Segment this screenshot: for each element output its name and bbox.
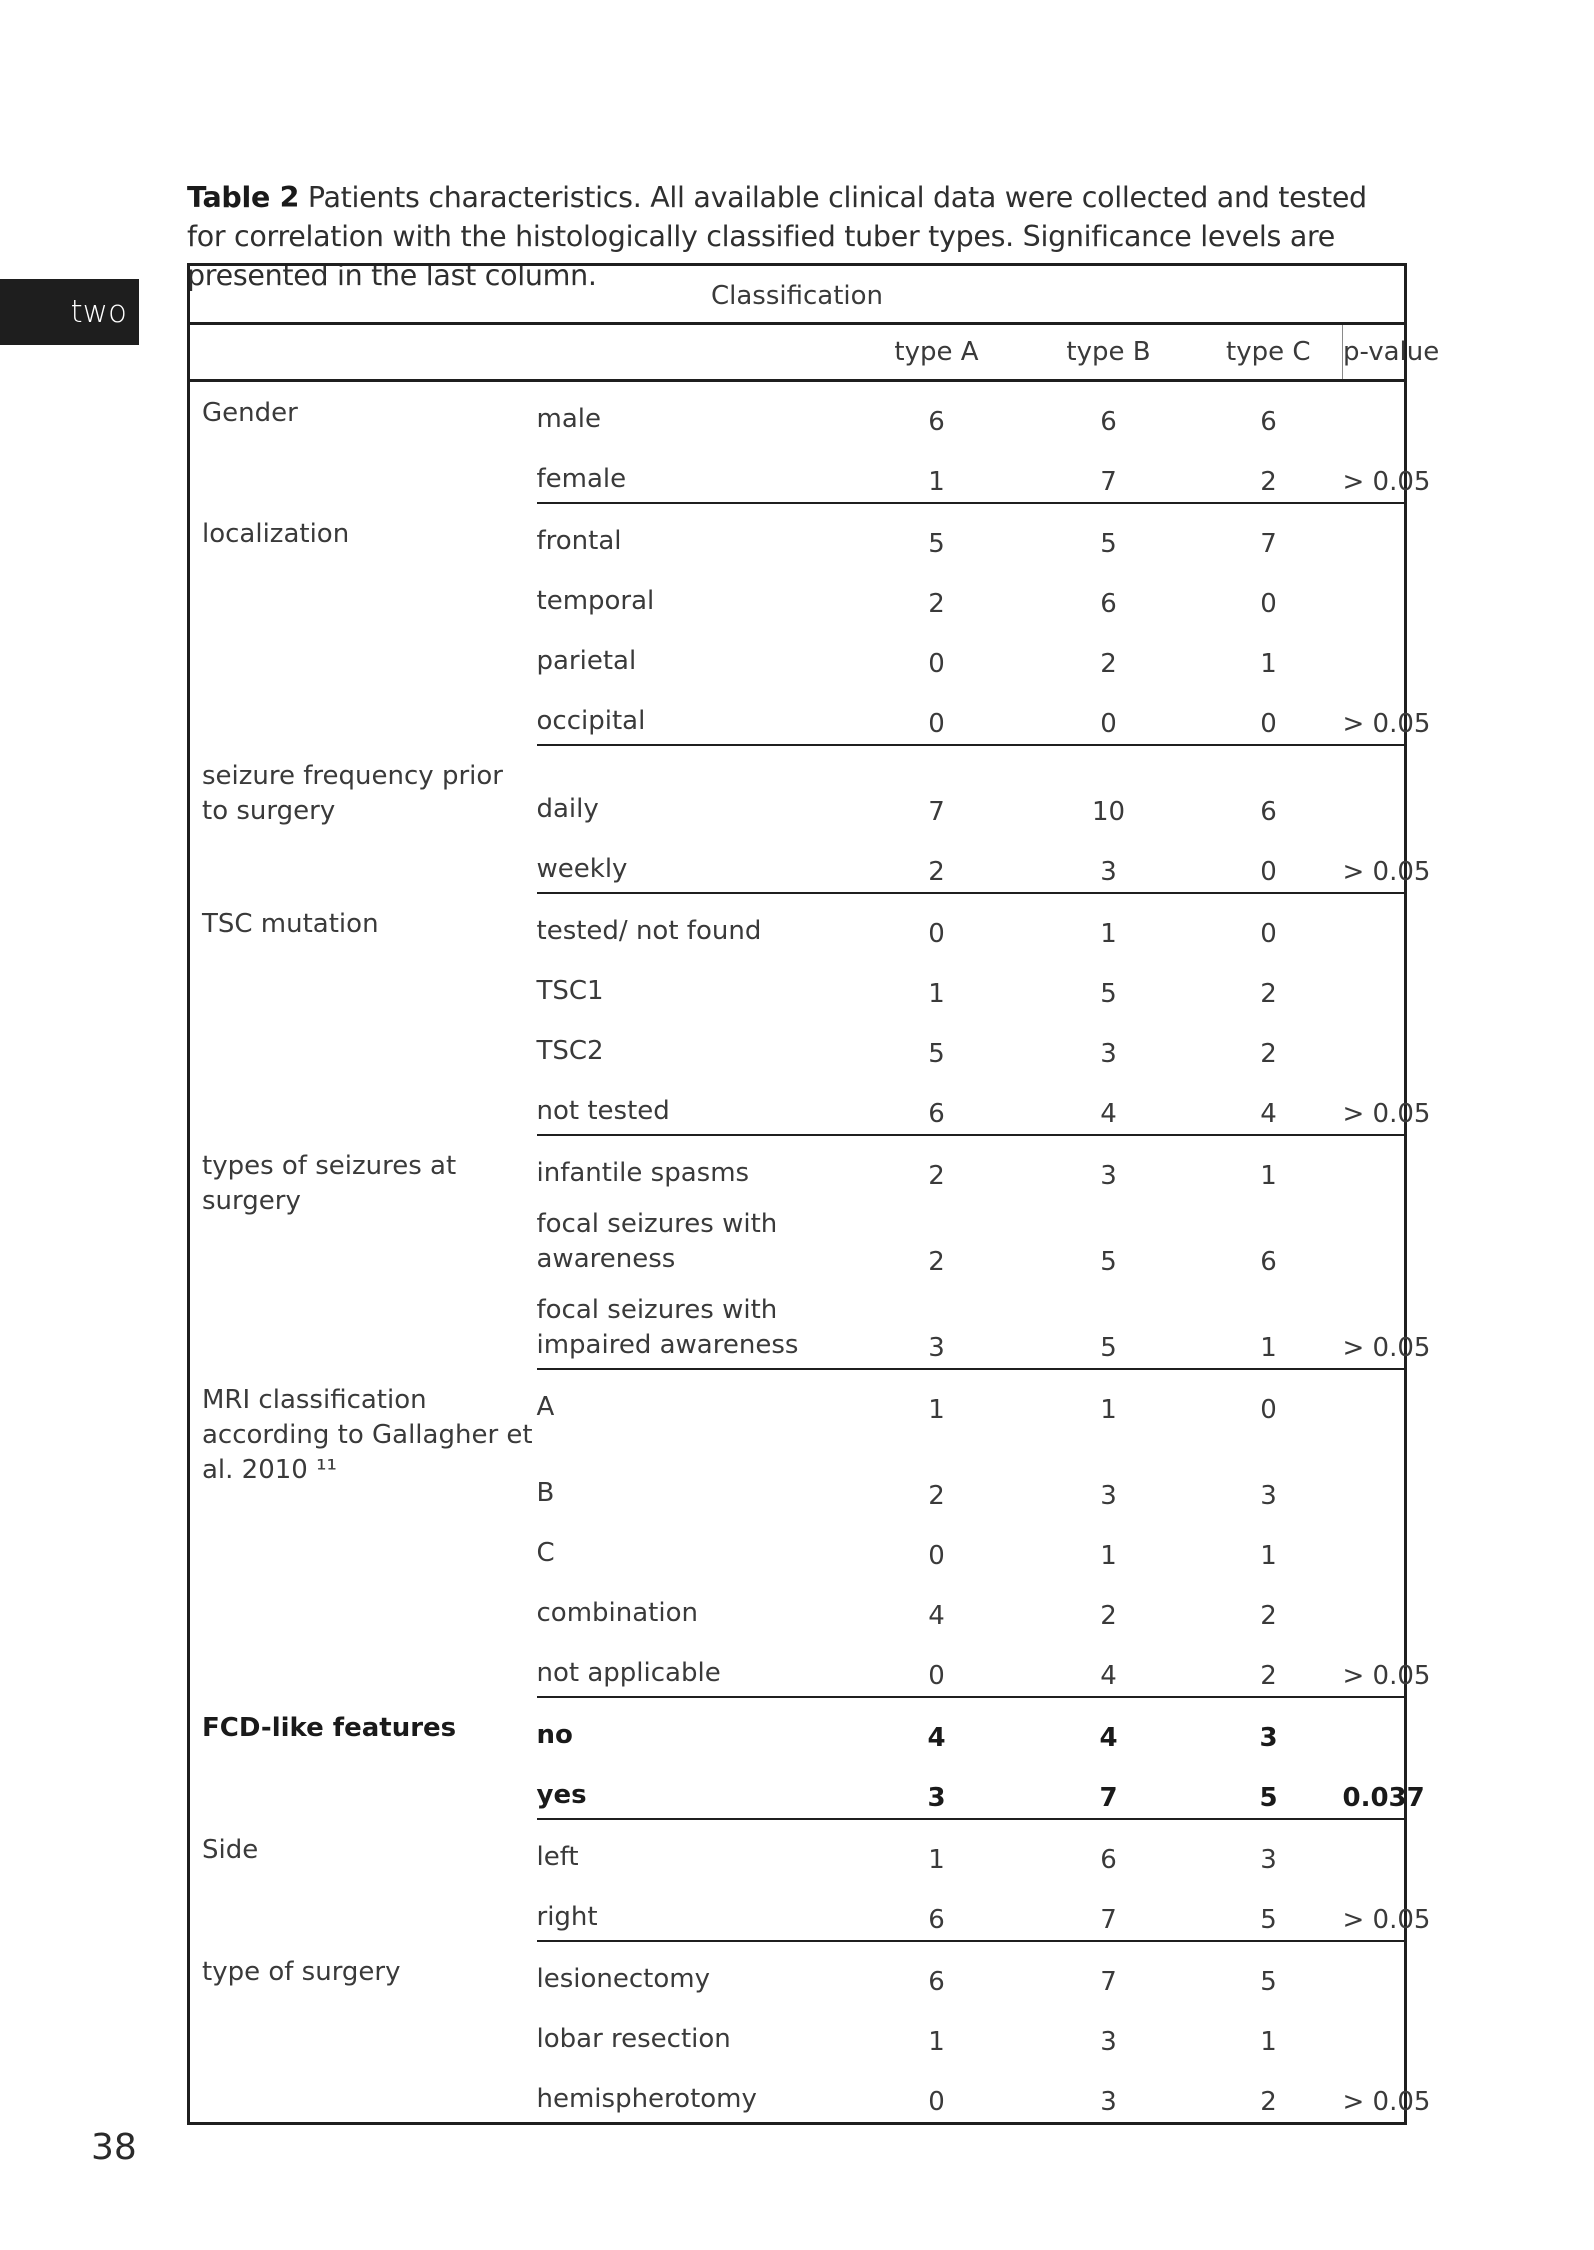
- row-subcategory: lobar resection: [536, 2024, 731, 2054]
- row-subcategory: focal seizures with impaired awareness: [537, 1282, 851, 1369]
- cell-p-value: [1343, 1697, 1406, 1758]
- row-category: types of seizures at surgery: [202, 1151, 457, 1216]
- cell-type-c: 6: [1260, 407, 1277, 437]
- cell-type-b: 5: [1100, 979, 1117, 1009]
- column-header-type-b: type B: [1023, 324, 1195, 381]
- cell-type-b: 5: [1100, 529, 1117, 559]
- column-header-category: [189, 324, 537, 381]
- cell-type-c: 0: [1260, 1395, 1277, 1425]
- table-caption-label: Table 2: [187, 181, 300, 214]
- cell-type-a: 2: [851, 832, 1023, 893]
- row-category: Gender: [202, 398, 298, 428]
- cell-type-a: 2: [928, 1481, 945, 1511]
- cell-type-b: 7: [1100, 1967, 1117, 1997]
- table-row: [189, 503, 1406, 564]
- table-body: [189, 265, 1440, 2124]
- cell-type-b: 6: [1100, 1845, 1117, 1875]
- cell-type-a: 1: [928, 1845, 945, 1875]
- cell-type-a: 2: [928, 589, 945, 619]
- cell-p-value: [1343, 1819, 1406, 1880]
- cell-p-value: > 0.05: [1343, 1074, 1406, 1135]
- table-row: [189, 1819, 1406, 1880]
- cell-type-a: 0: [928, 1541, 945, 1571]
- cell-type-c: 1: [1260, 649, 1277, 679]
- cell-type-a: 0: [851, 684, 1023, 745]
- cell-type-c: 5: [1195, 1758, 1343, 1819]
- cell-type-b: 3: [1023, 832, 1195, 893]
- row-subcategory: A: [536, 1392, 555, 1422]
- column-header-row: [189, 324, 1406, 381]
- row-subcategory: no: [536, 1720, 573, 1750]
- table-row: [189, 1369, 1406, 1430]
- row-subcategory: male: [536, 404, 601, 434]
- row-subcategory: temporal: [536, 586, 655, 616]
- cell-type-c: 2: [1260, 1039, 1277, 1069]
- cell-type-b: 6: [1100, 407, 1117, 437]
- table-row: [189, 1135, 1406, 1196]
- row-category: seizure frequency prior to surgery: [202, 761, 503, 826]
- cell-type-c: 2: [1260, 1601, 1277, 1631]
- cell-type-b: 1: [1100, 919, 1117, 949]
- cell-type-c: 1: [1260, 1541, 1277, 1571]
- row-subcategory: TSC1: [536, 976, 604, 1006]
- cell-type-b: 3: [1023, 2062, 1195, 2124]
- row-category: FCD-like features: [202, 1713, 457, 1743]
- classification-header: Classification: [189, 265, 1406, 324]
- cell-type-b: 1: [1100, 1395, 1117, 1425]
- cell-type-a: 0: [851, 2062, 1023, 2124]
- cell-type-b: 3: [1100, 2027, 1117, 2057]
- cell-type-a: 7: [928, 797, 945, 827]
- cell-type-c: 0: [1260, 589, 1277, 619]
- row-category: localization: [202, 519, 350, 549]
- cell-type-b: 4: [1023, 1074, 1195, 1135]
- table-row: [189, 893, 1406, 954]
- cell-p-value: > 0.05: [1343, 684, 1406, 745]
- row-subcategory: female: [537, 442, 851, 503]
- column-header-type-a: type A: [851, 324, 1023, 381]
- row-subcategory: frontal: [536, 526, 622, 556]
- row-subcategory: not tested: [537, 1074, 851, 1135]
- table-row: [189, 1941, 1406, 2002]
- row-subcategory: focal seizures with awareness: [536, 1209, 778, 1274]
- row-subcategory: daily: [536, 794, 599, 824]
- cell-type-c: 3: [1260, 1481, 1277, 1511]
- row-subcategory: hemispherotomy: [537, 2062, 851, 2124]
- cell-type-c: 2: [1195, 2062, 1343, 2124]
- row-subcategory: yes: [537, 1758, 851, 1819]
- cell-type-a: 1: [928, 2027, 945, 2057]
- cell-p-value: > 0.05: [1343, 832, 1406, 893]
- cell-p-value: > 0.05: [1343, 1880, 1406, 1941]
- cell-type-b: 7: [1023, 1758, 1195, 1819]
- cell-p-value: 0.037: [1343, 1758, 1406, 1819]
- cell-type-a: 3: [851, 1758, 1023, 1819]
- cell-type-c: 1: [1260, 1161, 1277, 1191]
- row-subcategory: lesionectomy: [536, 1964, 710, 1994]
- cell-p-value: > 0.05: [1343, 1282, 1406, 1369]
- table-row: [189, 1697, 1406, 1758]
- row-category: Side: [202, 1835, 259, 1865]
- cell-type-c: 7: [1260, 529, 1277, 559]
- cell-type-b: 10: [1091, 797, 1126, 827]
- page-number: 38: [91, 2127, 137, 2168]
- row-subcategory: left: [536, 1842, 579, 1872]
- cell-type-a: 0: [851, 1636, 1023, 1697]
- row-subcategory: parietal: [536, 646, 637, 676]
- cell-type-b: 2: [1100, 1601, 1117, 1631]
- cell-type-b: 1: [1100, 1541, 1117, 1571]
- cell-type-a: 6: [928, 1967, 945, 1997]
- cell-type-a: 5: [928, 529, 945, 559]
- cell-type-c: 1: [1260, 2027, 1277, 2057]
- classification-header-row: [189, 265, 1406, 324]
- cell-type-b: 4: [1023, 1636, 1195, 1697]
- column-header-subcategory: [537, 324, 851, 381]
- cell-type-c: 0: [1260, 919, 1277, 949]
- cell-p-value: [1343, 2002, 1406, 2062]
- cell-type-b: 7: [1023, 1880, 1195, 1941]
- row-category: type of surgery: [202, 1957, 401, 1987]
- cell-type-a: 0: [928, 919, 945, 949]
- cell-type-b: 7: [1023, 442, 1195, 503]
- cell-p-value: [1343, 1014, 1406, 1074]
- row-subcategory: occipital: [537, 684, 851, 745]
- cell-type-b: 5: [1023, 1282, 1195, 1369]
- cell-p-value: [1343, 1369, 1406, 1430]
- row-subcategory: not applicable: [537, 1636, 851, 1697]
- cell-type-b: 5: [1100, 1247, 1117, 1277]
- cell-p-value: [1343, 1516, 1406, 1576]
- cell-p-value: [1343, 503, 1406, 564]
- cell-p-value: [1343, 1196, 1406, 1282]
- cell-type-c: 0: [1195, 832, 1343, 893]
- cell-type-a: 3: [851, 1282, 1023, 1369]
- cell-type-b: 3: [1100, 1161, 1117, 1191]
- row-subcategory: weekly: [537, 832, 851, 893]
- cell-type-b: 6: [1100, 589, 1117, 619]
- cell-type-b: 3: [1100, 1039, 1117, 1069]
- row-category: MRI classification according to Gallagher et al. 2010 ¹¹: [202, 1385, 533, 1485]
- table: [187, 263, 1440, 2125]
- table-caption-text: Patients characteristics. All available clinical data were collected and tested for correlation with the histologically classified tuber types. Significance levels are presented in the last column.: [187, 181, 1367, 292]
- cell-type-a: 2: [928, 1247, 945, 1277]
- row-subcategory: infantile spasms: [536, 1158, 750, 1188]
- cell-p-value: [1343, 381, 1406, 443]
- cell-p-value: [1343, 745, 1406, 832]
- cell-p-value: [1343, 1576, 1406, 1636]
- cell-p-value: [1343, 893, 1406, 954]
- cell-p-value: [1343, 1941, 1406, 2002]
- cell-type-c: 6: [1260, 797, 1277, 827]
- cell-type-c: 3: [1260, 1845, 1277, 1875]
- cell-p-value: [1343, 1135, 1406, 1196]
- cell-type-c: 4: [1195, 1074, 1343, 1135]
- row-subcategory: C: [536, 1538, 555, 1568]
- cell-p-value: [1343, 1430, 1406, 1516]
- row-subcategory: combination: [536, 1598, 698, 1628]
- cell-type-a: 1: [851, 442, 1023, 503]
- cell-p-value: > 0.05: [1343, 1636, 1406, 1697]
- row-subcategory: right: [537, 1880, 851, 1941]
- row-subcategory: B: [536, 1478, 555, 1508]
- cell-type-b: 0: [1023, 684, 1195, 745]
- cell-type-a: 4: [927, 1723, 946, 1753]
- cell-type-a: 6: [928, 407, 945, 437]
- cell-p-value: > 0.05: [1343, 2062, 1406, 2124]
- cell-type-c: 5: [1195, 1880, 1343, 1941]
- cell-type-c: 6: [1260, 1247, 1277, 1277]
- cell-type-c: 1: [1195, 1282, 1343, 1369]
- table-row: [189, 745, 1406, 832]
- cell-type-a: 0: [928, 649, 945, 679]
- table-row: [189, 381, 1406, 443]
- cell-type-c: 2: [1260, 979, 1277, 1009]
- cell-type-a: 6: [851, 1074, 1023, 1135]
- cell-type-a: 6: [851, 1880, 1023, 1941]
- cell-type-c: 2: [1195, 442, 1343, 503]
- cell-type-a: 5: [928, 1039, 945, 1069]
- column-header-p-value: p-value: [1343, 324, 1406, 381]
- row-category: TSC mutation: [202, 909, 379, 939]
- cell-type-b: 3: [1100, 1481, 1117, 1511]
- cell-type-c: 3: [1259, 1723, 1278, 1753]
- row-subcategory: TSC2: [536, 1036, 604, 1066]
- cell-p-value: [1343, 564, 1406, 624]
- cell-p-value: [1343, 954, 1406, 1014]
- cell-type-c: 0: [1195, 684, 1343, 745]
- column-header-type-c: type C: [1195, 324, 1343, 381]
- cell-type-a: 2: [928, 1161, 945, 1191]
- cell-type-b: 4: [1099, 1723, 1118, 1753]
- row-subcategory: tested/ not found: [536, 916, 762, 946]
- patients-characteristics-table: [187, 263, 1440, 2125]
- cell-p-value: > 0.05: [1343, 442, 1406, 503]
- chapter-tab: two: [0, 279, 139, 345]
- cell-p-value: [1343, 624, 1406, 684]
- cell-type-a: 4: [928, 1601, 945, 1631]
- cell-type-a: 1: [928, 979, 945, 1009]
- cell-type-c: 5: [1260, 1967, 1277, 1997]
- cell-type-c: 2: [1195, 1636, 1343, 1697]
- cell-type-b: 2: [1100, 649, 1117, 679]
- cell-type-a: 1: [928, 1395, 945, 1425]
